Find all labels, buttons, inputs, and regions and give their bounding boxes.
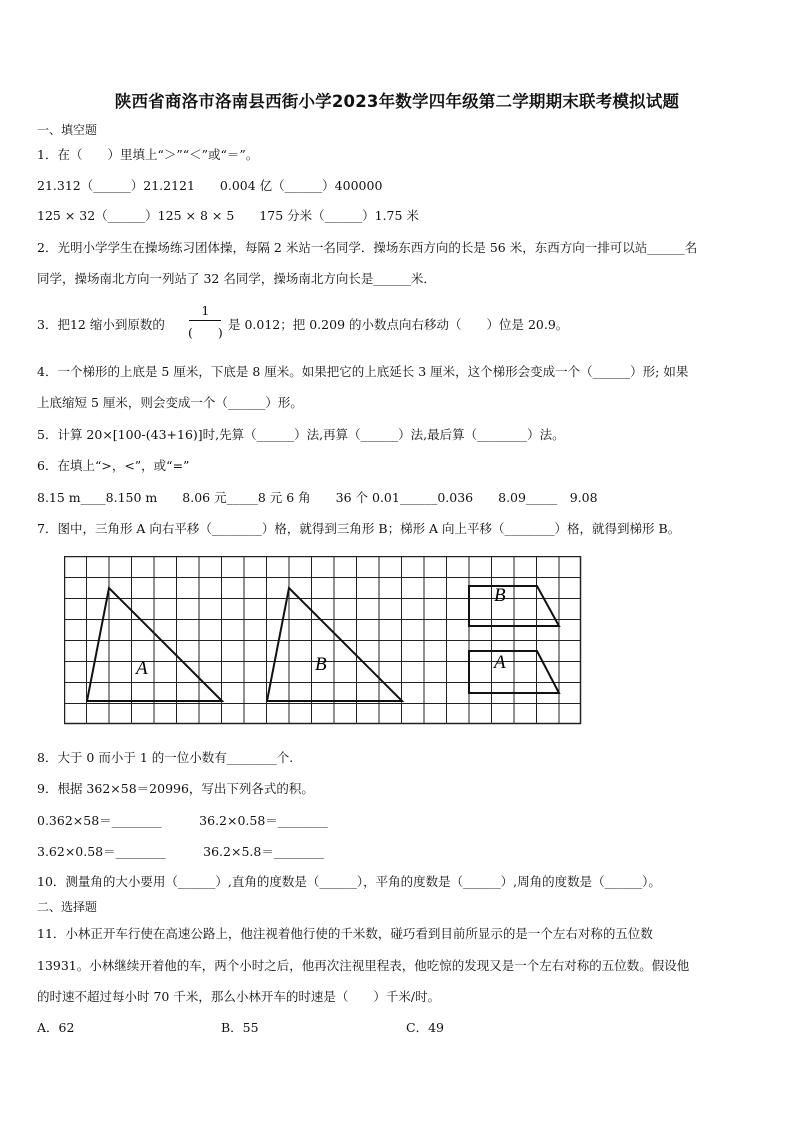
q9-row1: 0.362×58＝________ 36.2×0.58＝________ xyxy=(37,813,328,828)
q10-text: 10．测量角的大小要用（______）,直角的度数是（______），平角的度数是（______）,周角的度数是（______）。 xyxy=(37,874,661,889)
q6-row: 8.15 m____8.150 m 8.06 元_____8 元 6 角 36 个 0.01______0.036 8.09_____ 9.08 xyxy=(37,490,598,505)
q2-line1: 2．光明小学学生在操场练习团体操，每隔 2 米站一名同学．操场东西方向的长是 56 米，东西方向一排可以站______名 xyxy=(37,240,698,255)
q1-row2: 125 × 32（______）125 × 8 × 5 175 分米（______）1.75 米 xyxy=(37,208,419,223)
q11-line3: 的时速不超过每小时 70 千米，那么小林开车的时速是（ ）千米/时。 xyxy=(37,989,441,1004)
q3-pre: 3．把12 缩小到原数的 xyxy=(37,317,165,332)
grid-lines xyxy=(65,557,581,724)
fraction-bar xyxy=(189,320,221,321)
label-triangle-a: A xyxy=(136,658,148,679)
q4-line2: 上底缩短 5 厘米，则会变成一个（______）形。 xyxy=(37,395,303,410)
translation-grid-figure xyxy=(64,556,582,726)
label-triangle-b: B xyxy=(315,654,327,675)
q5-text: 5．计算 20×[100-(43+16)]时,先算（______）法,再算（______）法,最后算（________）法。 xyxy=(37,427,565,442)
q1-stem: 1．在（ ）里填上“＞”“＜”或“＝”。 xyxy=(37,147,259,162)
q9-stem: 9．根据 362×58＝20996，写出下列各式的积。 xyxy=(37,781,314,796)
page-title: 陕西省商洛市洛南县西街小学2023年数学四年级第二学期期末联考模拟试题 xyxy=(114,92,680,111)
q8-text: 8．大于 0 而小于 1 的一位小数有________个. xyxy=(37,750,294,765)
label-trapezoid-b: B xyxy=(494,585,506,606)
section-heading-fill-blank: 一、填空题 xyxy=(37,123,98,137)
q11-line1: 11．小林正开车行使在高速公路上，他注视着他行使的千米数，碰巧看到目前所显示的是一个左右对称的五位数 xyxy=(37,926,653,941)
q2-line2: 同学，操场南北方向一列站了 32 名同学，操场南北方向长是______米． xyxy=(37,271,436,286)
q11-option-a[interactable]: A．62 xyxy=(37,1020,75,1035)
q3-fraction-denominator: ( ) xyxy=(188,325,223,340)
label-trapezoid-a: A xyxy=(494,652,506,673)
q3-fraction-numerator: 1 xyxy=(201,303,210,318)
q11-option-c[interactable]: C．49 xyxy=(406,1020,444,1035)
q1-row1: 21.312（______）21.2121 0.004 亿（______）400000 xyxy=(37,178,383,193)
q9-row2: 3.62×0.58＝________ 36.2×5.8＝________ xyxy=(37,844,324,859)
q11-line2: 13931。小林继续开着他的车，两个小时之后，他再次注视里程表，他吃惊的发现又是一个左右对称的五位数。假设他 xyxy=(37,958,690,973)
q3-fraction xyxy=(188,303,223,341)
q3-post: 是 0.012；把 0.209 的小数点向右移动（ ）位是 20.9。 xyxy=(228,317,569,332)
q7-text: 7．图中，三角形 A 向右平移（________）格，就得到三角形 B；梯形 A 向上平移（________）格，就得到梯形 B。 xyxy=(37,521,681,536)
q4-line1: 4．一个梯形的上底是 5 厘米，下底是 8 厘米。如果把它的上底延长 3 厘米，这个梯形会变成一个（______）形; 如果 xyxy=(37,364,689,379)
q6-stem: 6．在填上“>，<”，或“=” xyxy=(37,458,190,473)
section-heading-choice: 二、选择题 xyxy=(37,900,98,914)
q11-option-b[interactable]: B．55 xyxy=(221,1020,259,1035)
